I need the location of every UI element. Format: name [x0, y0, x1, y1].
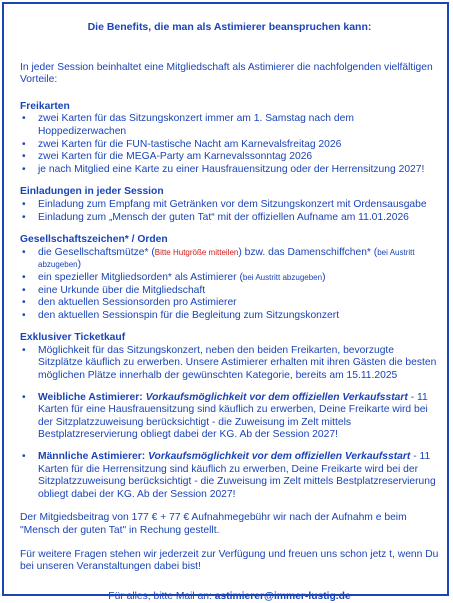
bullet: • — [22, 198, 26, 210]
section-heading-gesellschaftszeichen: Gesellschaftszeichen* / Orden — [20, 234, 168, 246]
list-item: • zwei Karten für die MEGA-Party am Karnevalssonntag 2026 — [22, 151, 313, 163]
list-item: • Männliche Astimierer: Vorkaufsmöglichkeit vor dem offiziellen Verkaufsstart - 11 Karten für die Herrensitzung sind käuflich zu erwerben, Deine Freikarte wird bei der Sitzplatzzuweisung berücksichtigt - die Zuweisung im Zelt mittels Bestplatzreservierung obliegt dabei der KG. Ab der Session 2027! — [22, 451, 436, 500]
list-item: • zwei Karten für die FUN-tastische Nacht am Karnevalsfreitag 2026 — [22, 138, 342, 150]
list-item: • die Gesellschaftsmütze* (Bitte Hutgröße mitteilen) bzw. das Damenschiffchen* (bei Austritt abzugeben) — [22, 246, 415, 271]
bullet: • — [22, 138, 26, 150]
document-frame — [2, 2, 449, 602]
list-item: • Einladung zum „Mensch der guten Tat“ mit der offiziellen Aufname am 11.01.2026 — [22, 211, 409, 223]
list-item: • zwei Karten für das Sitzungskonzert immer am 1. Samstag nach dem Hoppedizerwachen — [22, 113, 354, 137]
hutgroesse-note: Bitte Hutgröße mitteilen — [154, 247, 239, 257]
bullet: • — [22, 344, 26, 356]
bullet: • — [22, 271, 26, 283]
bullet: • — [22, 451, 26, 463]
bullet: • — [22, 163, 26, 175]
list-item: • Möglichkeit für das Sitzungskonzert, neben den beiden Freikarten, bevorzugte Sitzplätze käuflich zu erwerben. Unsere Astimierer erhalten mit ihren Gästen die besten möglichen Plätze innerhalb der gewünschten Kategorie, bereits am 15.11.2025 — [22, 344, 437, 382]
ticketkauf-list — [20, 345, 439, 502]
list-item: • ein spezieller Mitgliedsorden* als Astimierer (bei Austritt abzugeben) — [22, 271, 326, 283]
section-heading-einladungen: Einladungen in jeder Session — [20, 186, 164, 198]
section-heading-ticketkauf: Exklusiver Ticketkauf — [20, 332, 126, 344]
freikarten-list — [20, 113, 439, 176]
list-item: • eine Urkunde über die Mitgliedschaft — [22, 284, 206, 296]
section-heading-freikarten: Freikarten — [20, 100, 70, 112]
austritt-note: bei Austritt abzugeben — [242, 272, 323, 282]
bullet: • — [22, 211, 26, 223]
bullet: • — [22, 284, 26, 296]
list-item: • den aktuellen Sessionspin für die Begleitung zum Sitzungskonzert — [22, 309, 340, 321]
fragen-text: Für weitere Fragen stehen wir jederzeit zur Verfügung und freuen uns schon jetz t, wenn Du bei unseren Veranstaltungen dabei bist! — [20, 548, 439, 573]
list-item: • Weibliche Astimierer: Vorkaufsmöglichkeit vor dem offiziellen Verkaufsstart - 11 Karten für eine Hausfrauensitzung sind käuflich zu erwerben, Deine Freikarte wird bei der Sitzplatzzuweisung berücksichtigt - die Zuweisung im Zelt mittels Bestplatzreservierung obliegt dabei der KG. Ab der Session 2027! — [22, 391, 428, 441]
bullet: • — [22, 151, 26, 163]
email-link[interactable]: astimierer@immer-lustig.de — [214, 590, 351, 602]
list-item: • den aktuellen Sessionsorden pro Astimierer — [22, 297, 237, 309]
gesellschaftszeichen-list — [20, 247, 439, 323]
bullet: • — [22, 391, 26, 403]
bullet: • — [22, 113, 26, 125]
einladungen-list — [20, 199, 439, 224]
bullet: • — [22, 309, 26, 321]
mail-prefix: Für alles, bitte Mail an: — [108, 590, 215, 602]
austritt-note: bei Austritt abzugeben — [38, 247, 415, 270]
beitrag-text: Der Mitgiedsbeitrag von 177 € + 77 € Aufnahmegebühr wir nach der Aufnahm e beim "Mensch der guten Tat" in Rechung gestellt. — [20, 512, 407, 536]
list-item: • je nach Mitglied eine Karte zu einer Hausfrauensitzung oder der Herrensitzung 2027! — [22, 163, 425, 175]
list-item: • Einladung zum Empfang mit Getränken vor dem Sitzungskonzert mit Ordensausgabe — [22, 198, 427, 210]
page-title: Die Benefits, die man als Astimierer beanspruchen kann: — [87, 21, 372, 33]
bullet: • — [22, 246, 26, 258]
contact-line — [20, 591, 439, 603]
intro-text: In jeder Session beinhaltet eine Mitgliedschaft als Astimierer die nachfolgenden vielfältigen Vorteile: — [20, 61, 433, 86]
bullet: • — [22, 297, 26, 309]
